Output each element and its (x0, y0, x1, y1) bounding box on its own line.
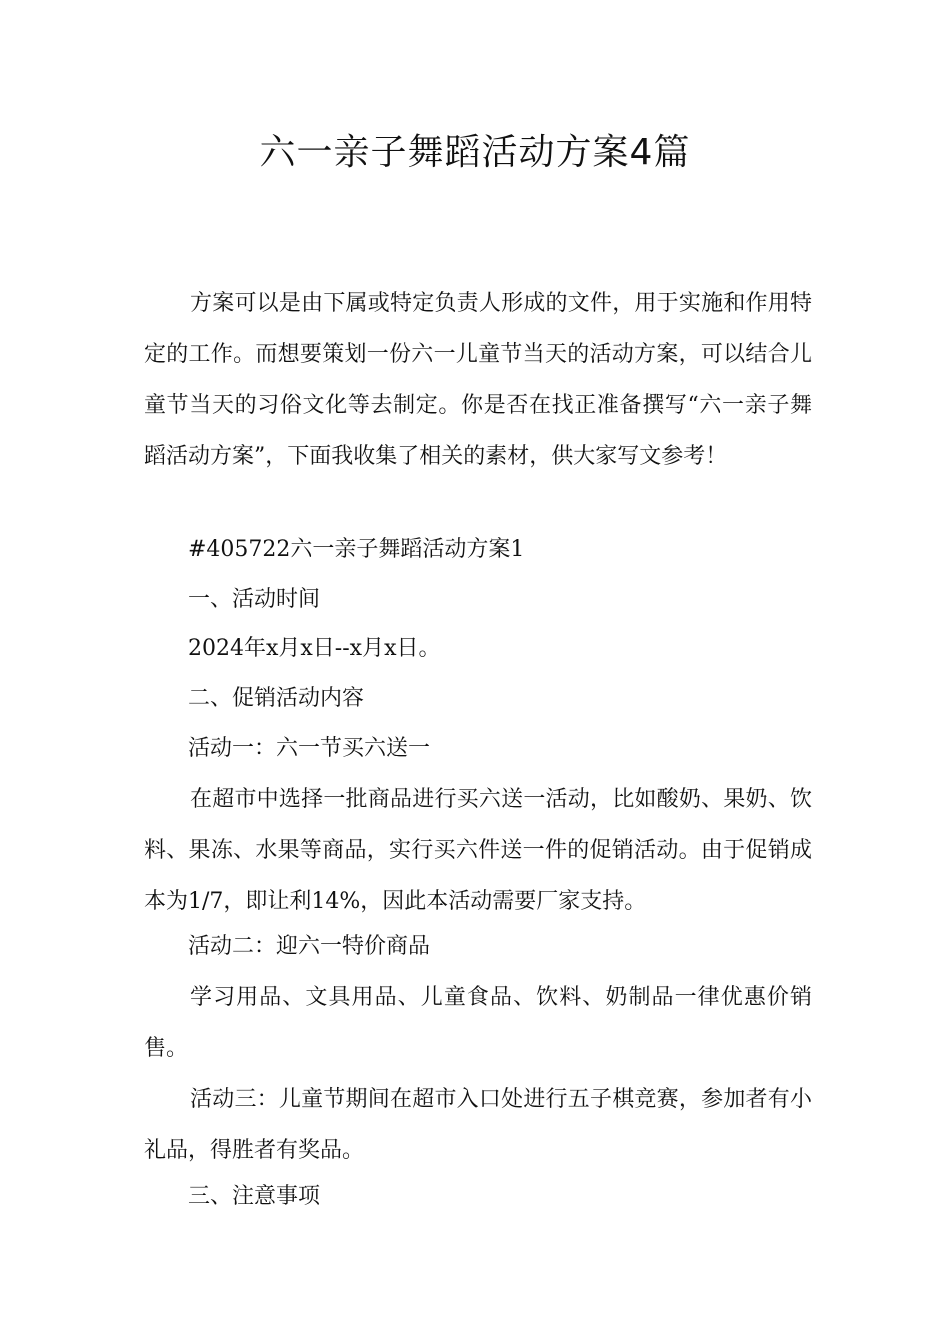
section-heading: #405722六一亲子舞蹈活动方案1 (188, 537, 525, 562)
heading-activity-time: 一、活动时间 (188, 587, 321, 612)
activity2-paragraph: 学习用品、文具用品、儿童食品、饮料、奶制品一律优惠价销售。 (144, 985, 812, 1061)
activity1-title: 活动一：六一节买六送一 (188, 736, 431, 761)
activity1-paragraph: 在超市中选择一批商品进行买六送一活动，比如酸奶、果奶、饮料、果冻、水果等商品，实行买六件送一件的促销活动。由于促销成本为1/7，即让利14%，因此本活动需要厂家支持。 (144, 787, 812, 914)
activity2-title: 活动二：迎六一特价商品 (188, 934, 431, 959)
heading-promotion-content: 二、促销活动内容 (188, 686, 365, 711)
date-line: 2024年x月x日--x月x日。 (188, 636, 441, 661)
activity3-paragraph: 活动三：儿童节期间在超市入口处进行五子棋竞赛，参加者有小礼品，得胜者有奖品。 (144, 1087, 812, 1163)
intro-paragraph: 方案可以是由下属或特定负责人形成的文件，用于实施和作用特定的工作。而想要策划一份六一儿童节当天的活动方案，可以结合儿童节当天的习俗文化等去制定。你是否在找正准备撰写“六一亲子舞蹈活动方案”，下面我收集了相关的素材，供大家写文参考！ (144, 291, 812, 469)
heading-notes: 三、注意事项 (188, 1184, 321, 1209)
document-title: 六一亲子舞蹈活动方案4篇 (259, 132, 691, 173)
